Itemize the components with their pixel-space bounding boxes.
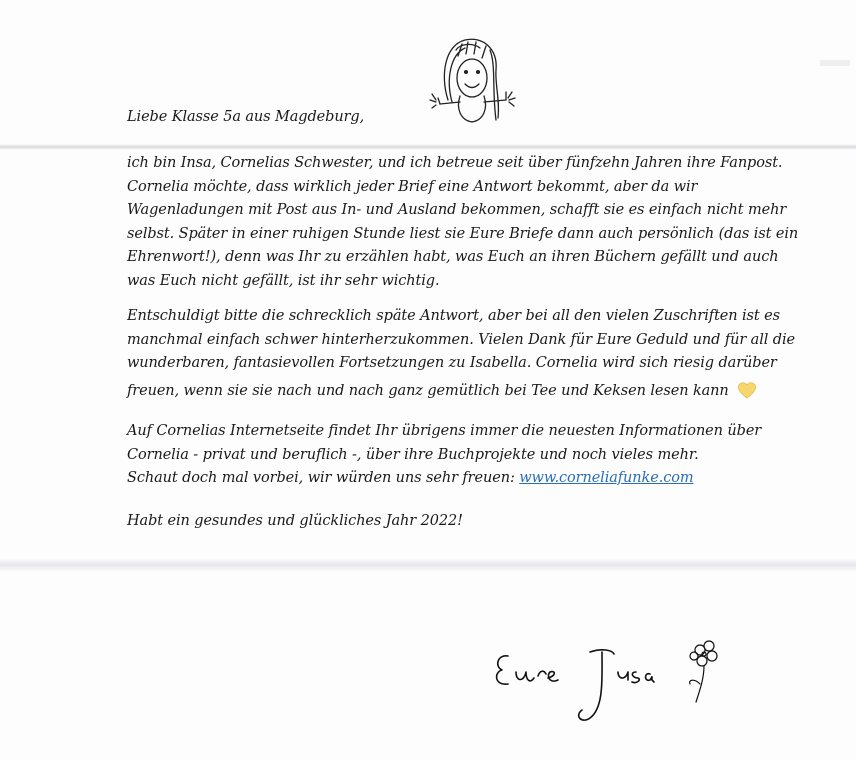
text-line: freuen, wenn sie sie nach und nach ganz gemütlich bei Tee und Keksen lesen kann [127,383,729,399]
text-line: selbst. Später in einer ruhigen Stunde liest sie Eure Briefe dann auch persönlich (das ist ein [127,225,799,242]
greeting: Liebe Klasse 5a aus Magdeburg, [127,109,365,125]
text-line: Cornelia möchte, dass wirklich jeder Brief eine Antwort bekommt, aber da wir [127,178,698,195]
text-line: Auf Cornelias Internetseite findet Ihr übrigens immer die neuesten Informationen über [127,423,762,439]
paragraph-website [127,420,787,491]
text-line: wunderbaren, fantasievollen Fortsetzungen zu Isabella. Cornelia wird sich riesig darüber [127,355,777,371]
text-fragment: Schaut doch mal vorbei, wir würden uns sehr freuen: [127,470,520,486]
paragraph-apology-end [127,380,787,404]
signature [490,628,740,738]
paragraph-apology [127,305,795,376]
text-line: ich bin Insa, Cornelias Schwester, und ich betreue seit über fünfzehn Jahren ihre Fanpost. [127,155,783,171]
scan-smudge [820,60,850,66]
text-line: was Euch nicht gefällt, ist ihr sehr wichtig. [127,272,440,289]
flower-doodle-icon [690,641,717,702]
yellow-heart-icon [737,381,757,399]
text-line [127,467,787,491]
text-line: Ehrenwort!), denn was Ihr zu erzählen habt, was Euch an ihren Büchern gefällt und auch [127,249,779,265]
fold-line-top [0,144,856,150]
closing-wish: Habt ein gesundes und glückliches Jahr 2022! [127,513,463,529]
paragraph-intro [127,152,799,293]
website-link[interactable]: www.corneliafunke.com [519,470,694,486]
text-line: Cornelia - privat und beruflich -, über ihre Buchprojekte und noch vieles mehr. [127,446,699,463]
fold-line-bottom [0,558,856,572]
text-line: Wagenladungen mit Post aus In- und Ausland bekommen, schafft sie es einfach nicht mehr [127,202,787,218]
text-line: Entschuldigt bitte die schrecklich späte Antwort, aber bei all den vielen Zuschriften ist es [127,308,780,324]
text-line: manchmal einfach schwer hinterherzukommen. Vielen Dank für Eure Geduld und für all die [127,331,795,348]
